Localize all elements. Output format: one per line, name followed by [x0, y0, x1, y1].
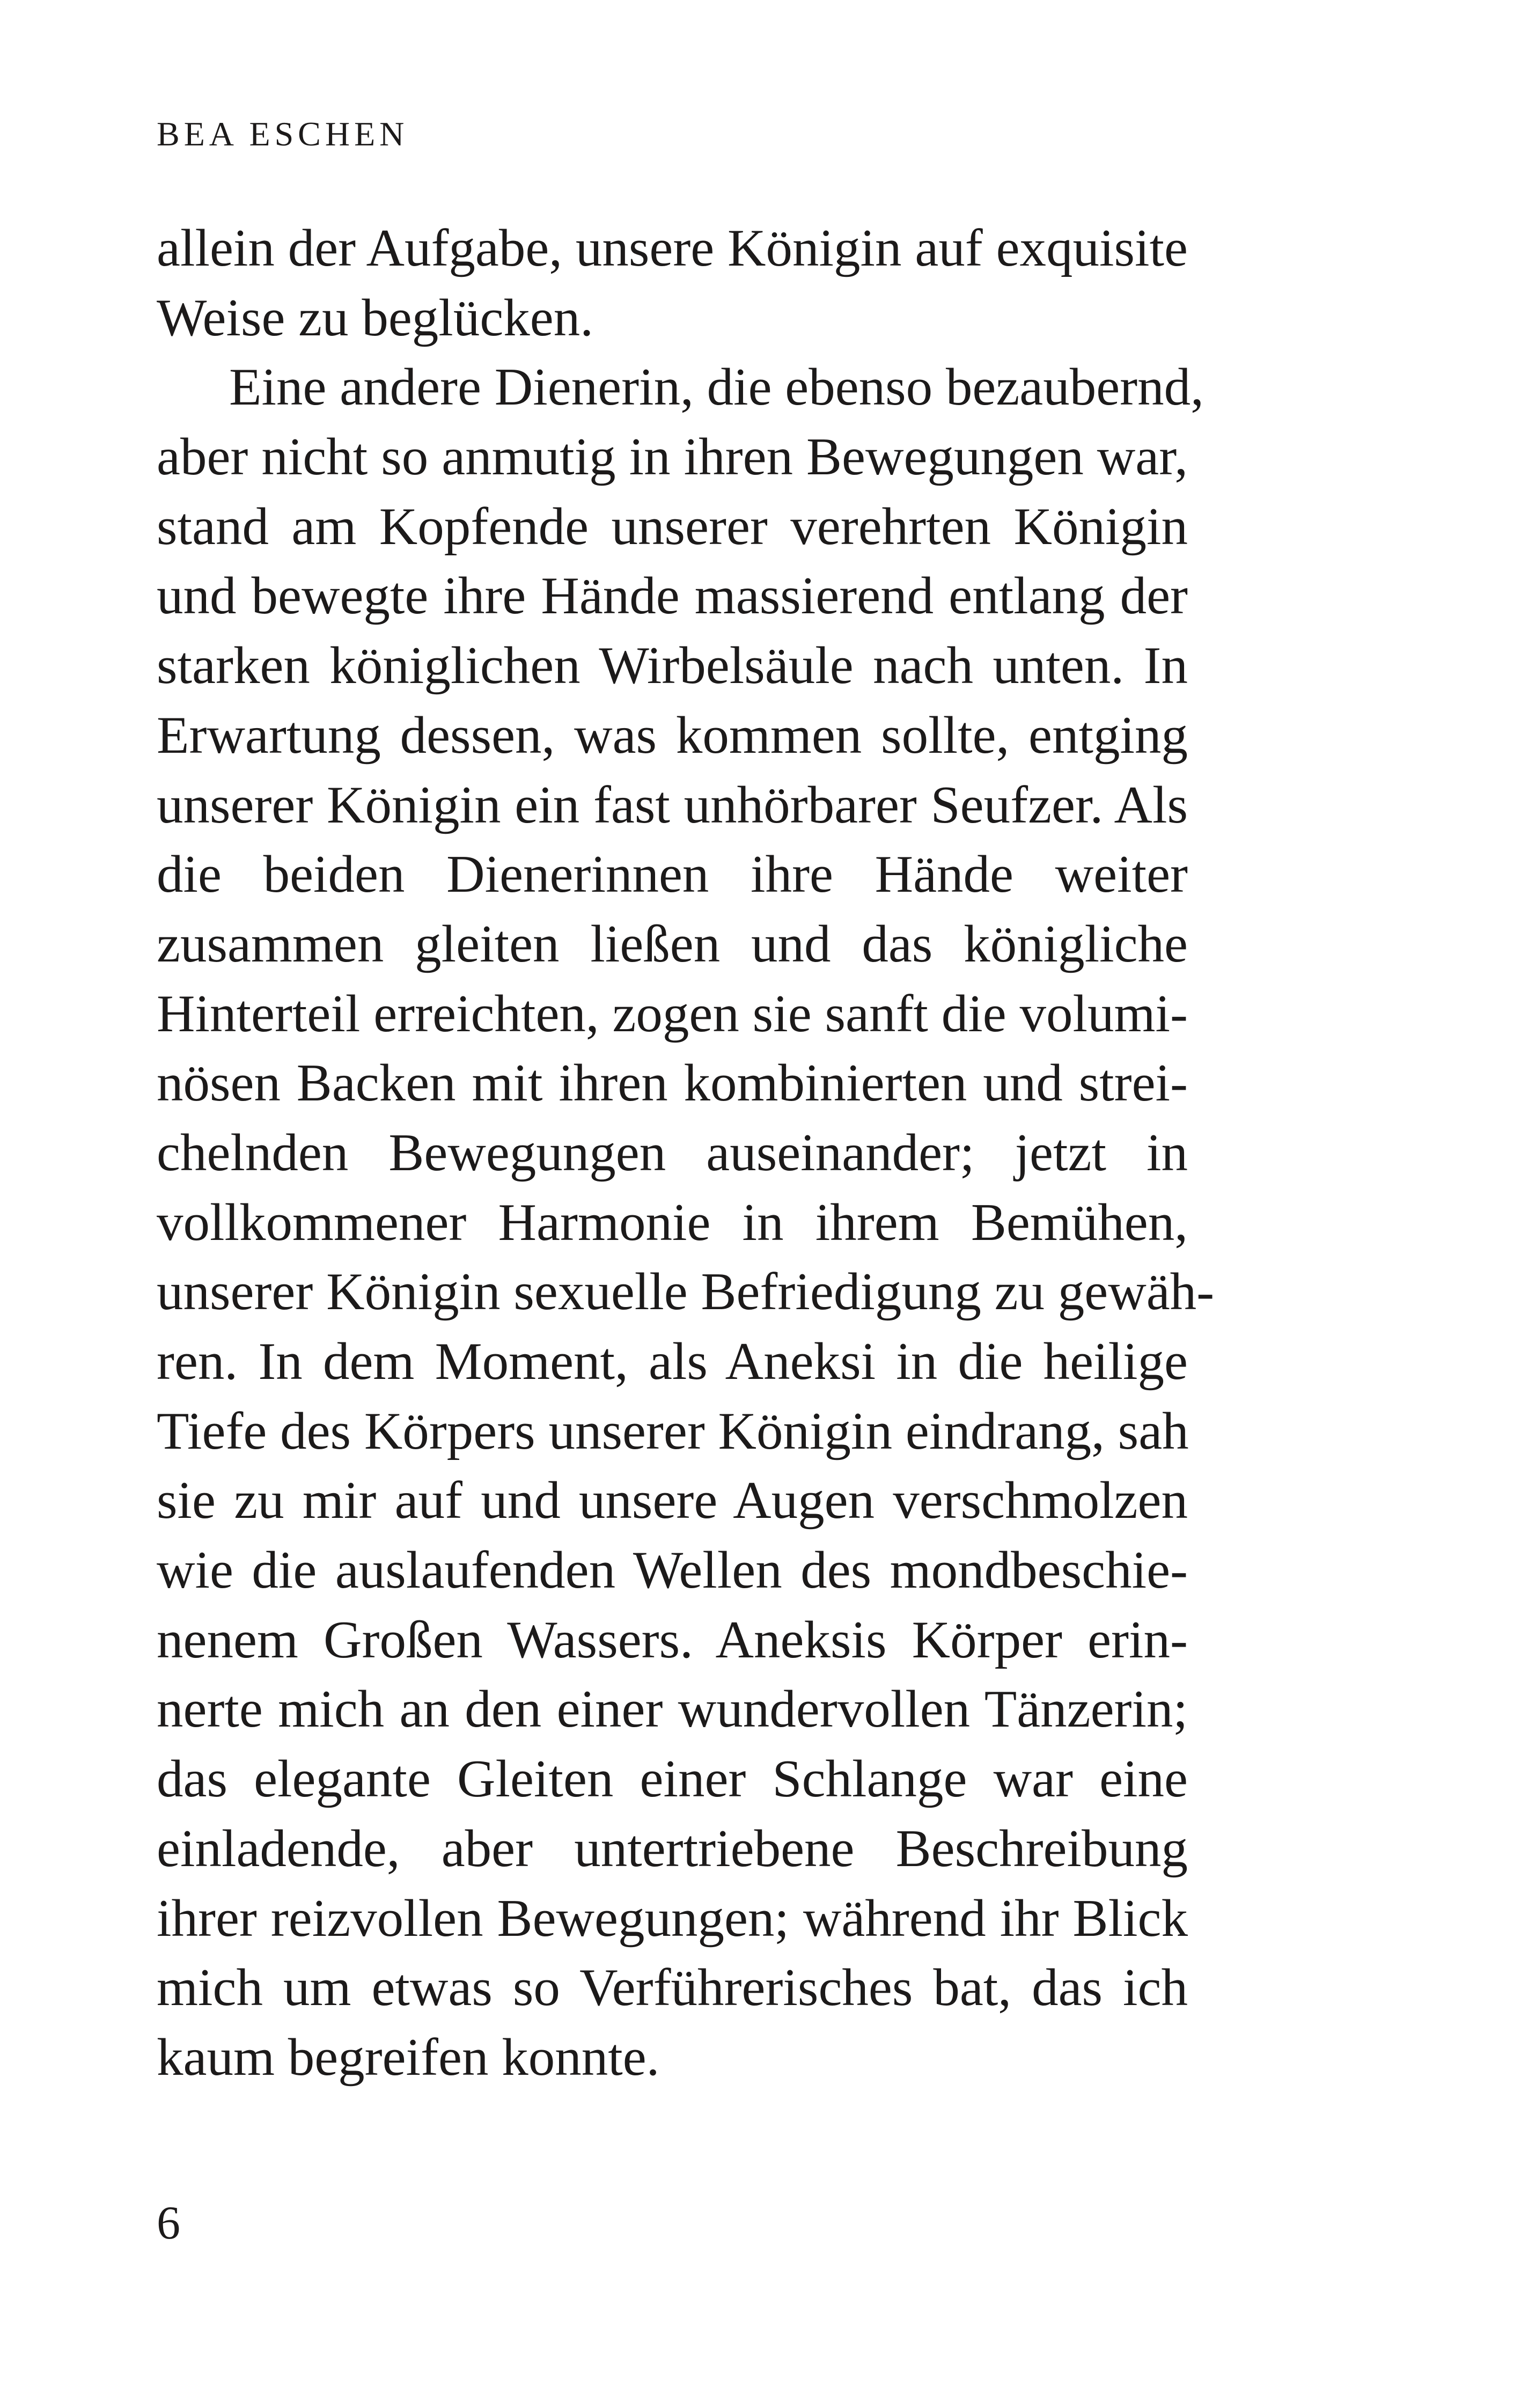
- text-line: Tiefe des Körpers unserer Königin eindrang, sah: [157, 1401, 1189, 1460]
- text-line: Erwartung dessen, was kommen sollte, entging: [157, 706, 1188, 765]
- text-line: mich um etwas so Verführerisches bat, das ich: [157, 1958, 1188, 2017]
- text-line: einladende, aber untertriebene Beschreibung: [157, 1819, 1188, 1878]
- running-header-author: BEA ESCHEN: [157, 115, 409, 153]
- text-line: Weise zu beglücken.: [157, 288, 593, 347]
- body-text: [157, 214, 1215, 2093]
- text-line: die beiden Dienerinnen ihre Hände weiter: [157, 845, 1188, 904]
- text-line: starken königlichen Wirbelsäule nach unten. In: [157, 636, 1188, 695]
- text-line: kaum begreifen konnte.: [157, 2028, 660, 2087]
- text-line: nenem Großen Wassers. Aneksis Körper erin-: [157, 1610, 1188, 1669]
- text-line: Hinterteil erreichten, zogen sie sanft die volumi-: [157, 984, 1188, 1043]
- text-line: das elegante Gleiten einer Schlange war eine: [157, 1750, 1188, 1809]
- text-line: stand am Kopfende unserer verehrten Königin: [157, 497, 1188, 556]
- text-line: sie zu mir auf und unsere Augen verschmolzen: [157, 1471, 1188, 1530]
- text-line: allein der Aufgabe, unsere Königin auf exquisite: [157, 219, 1188, 277]
- text-line: ihrer reizvollen Bewegungen; während ihr Blick: [157, 1889, 1188, 1948]
- text-line: nösen Backen mit ihren kombinierten und strei-: [157, 1054, 1188, 1113]
- page-number: 6: [157, 2197, 180, 2249]
- text-line: Eine andere Dienerin, die ebenso bezaubernd,: [229, 358, 1204, 417]
- text-line: unserer Königin ein fast unhörbarer Seufzer. Als: [157, 775, 1188, 834]
- text-line: zusammen gleiten ließen und das königliche: [157, 914, 1188, 973]
- text-line: wie die auslaufenden Wellen des mondbeschie-: [157, 1541, 1188, 1600]
- text-line: chelnden Bewegungen auseinander; jetzt in: [157, 1123, 1188, 1182]
- text-line: ren. In dem Moment, als Aneksi in die heilige: [157, 1332, 1188, 1391]
- text-line: nerte mich an den einer wundervollen Tänzerin;: [157, 1680, 1188, 1739]
- text-line: und bewegte ihre Hände massierend entlang der: [157, 567, 1188, 626]
- text-line: aber nicht so anmutig in ihren Bewegungen war,: [157, 428, 1188, 487]
- text-line: unserer Königin sexuelle Befriedigung zu gewäh-: [157, 1262, 1215, 1322]
- text-line: vollkommener Harmonie in ihrem Bemühen,: [157, 1193, 1188, 1252]
